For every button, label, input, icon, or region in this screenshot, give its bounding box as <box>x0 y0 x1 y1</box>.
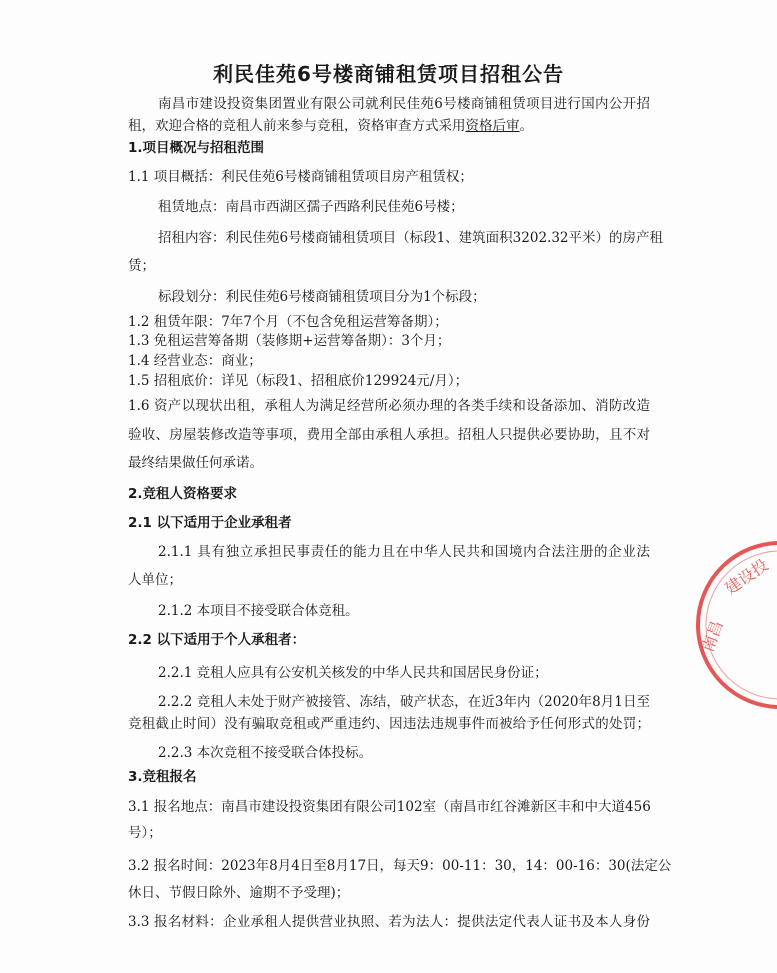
body-line: 2.1.2 本项目不接受联合体竞租。 <box>158 603 359 619</box>
body-line: 1.4 经营业态：商业； <box>128 353 262 369</box>
section-heading: 2.2 以下适用于个人承租者： <box>128 632 306 648</box>
body-line: 最终结果做任何承诺。 <box>128 455 263 471</box>
body-line: 1.5 招租底价：详见（标段1、招租底价129924元/月）； <box>128 373 469 389</box>
intro-line-1: 南昌市建设投资集团置业有限公司就利民佳苑6号楼商铺租赁项目进行国内公开招 <box>158 96 650 112</box>
body-line: 3.1 报名地点：南昌市建设投资集团有限公司102室（南昌市红谷滩新区丰和中大道456 <box>128 799 651 815</box>
body-line: 竞租截止时间）没有骗取竞租或严重违约、因违法违规事件而被给予任何形式的处罚； <box>128 716 650 732</box>
body-line: 1.1 项目概括：利民佳苑6号楼商铺租赁项目房产租赁权； <box>128 169 473 185</box>
section-heading: 3.竞租报名 <box>128 769 197 785</box>
body-line: 2.2.2 竞租人未处于财产被接管、冻结，破产状态，在近3年内（2020年8月1日至 <box>158 694 650 710</box>
body-line: 标段划分：利民佳苑6号楼商铺租赁项目分为1个标段； <box>158 289 486 305</box>
body-line: 招租内容：利民佳苑6号楼商铺租赁项目（标段1、建筑面积3202.32平米）的房产租 <box>158 230 664 246</box>
body-line: 2.2.1 竞租人应具有公安机关核发的中华人民共和国居民身份证； <box>158 665 548 681</box>
intro-line-2 <box>128 116 533 136</box>
section-heading: 1.项目概况与招租范围 <box>128 140 265 156</box>
body-line: 1.3 免租运营筹备期（装修期+运营筹备期）：3个月； <box>128 333 451 349</box>
intro-text: 租，欢迎合格的竞租人前来参与竞租，资格审查方式采用 <box>128 118 466 134</box>
intro-end: 。 <box>519 118 533 134</box>
body-line: 2.2.3 本次竞租不接受联合体投标。 <box>158 745 373 761</box>
body-line: 休日、节假日除外、逾期不予受理)； <box>128 885 350 901</box>
svg-text:建设投: 建设投 <box>721 555 772 599</box>
body-line: 3.2 报名时间：2023年8月4日至8月17日，每天9：00-11：30，14：00-16：30(法定公 <box>128 858 672 874</box>
body-line: 验收、房屋装修改造等事项，费用全部由承租人承担。招租人只提供必要协助，且不对 <box>128 427 650 443</box>
body-line: 租赁地点：南昌市西湖区孺子西路利民佳苑6号楼； <box>158 199 464 215</box>
section-heading: 2.1 以下适用于企业承租者 <box>128 515 292 531</box>
body-line: 1.6 资产以现状出租，承租人为满足经营所必须办理的各类手续和设备添加、消防改造 <box>128 398 650 414</box>
body-line: 2.1.1 具有独立承担民事责任的能力且在中华人民共和国境内合法注册的企业法 <box>158 544 650 560</box>
section-heading: 2.竞租人资格要求 <box>128 486 238 502</box>
page-title: 利民佳苑6号楼商铺租赁项目招租公告 <box>213 62 564 86</box>
review-method: 资格后审 <box>465 118 520 134</box>
body-line: 1.2 租赁年限：7年7个月（不包含免租运营筹备期）； <box>128 314 448 330</box>
body-line: 赁； <box>128 258 155 274</box>
company-seal <box>690 535 777 715</box>
body-line: 号）； <box>128 825 162 841</box>
body-line: 3.3 报名材料：企业承租人提供营业执照、若为法人：提供法定代表人证书及本人身份 <box>128 914 650 930</box>
svg-text:南昌: 南昌 <box>697 617 727 655</box>
body-line: 人单位； <box>128 572 182 588</box>
